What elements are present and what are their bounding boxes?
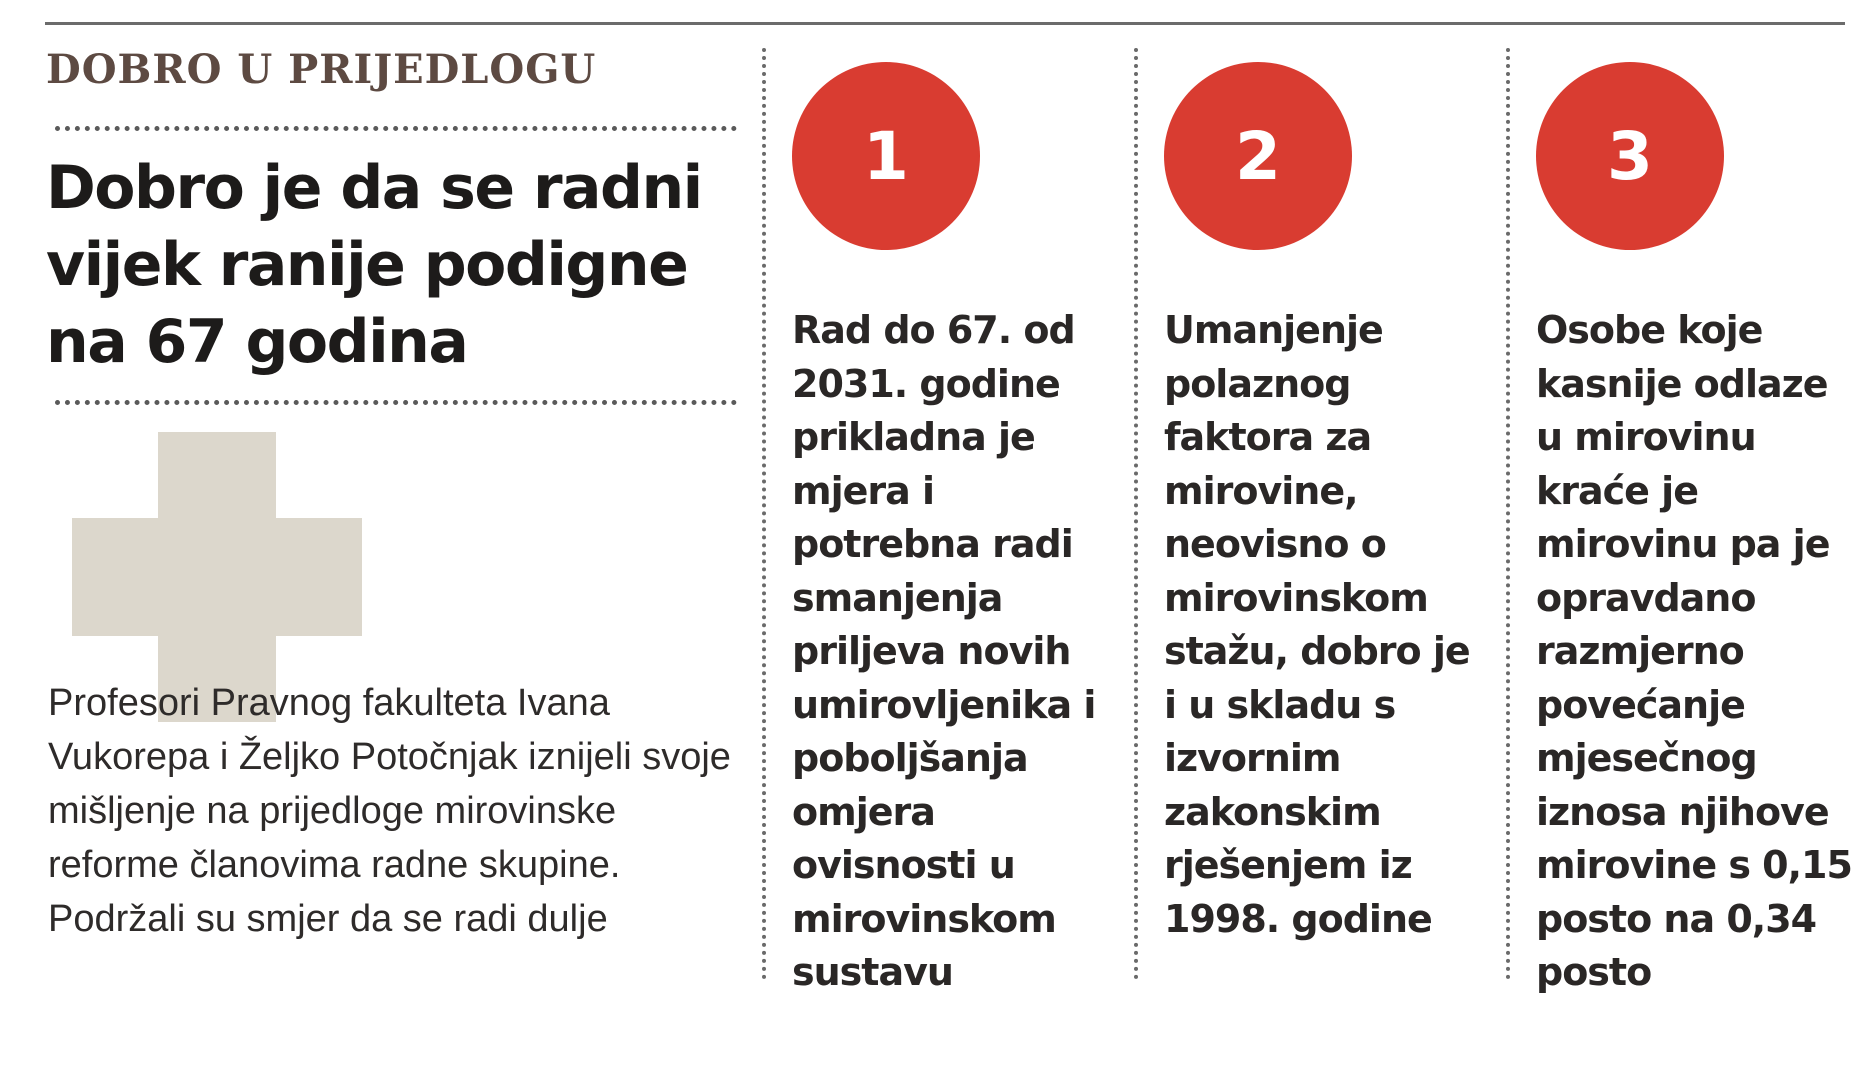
column-separator — [762, 48, 766, 980]
dotted-divider — [55, 400, 737, 405]
number-badge: 3 — [1536, 62, 1724, 250]
point-2 — [1164, 62, 1534, 946]
number-badge: 2 — [1164, 62, 1352, 250]
top-rule — [45, 22, 1845, 25]
dotted-divider — [55, 126, 737, 131]
point-1 — [792, 62, 1162, 1000]
point-3 — [1536, 62, 1868, 1000]
kicker: DOBRO U PRIJEDLOGU — [46, 46, 597, 93]
point-text: Umanjenje polaznog faktora za mirovine, neovisno o mirovinskom stažu, dobro je i u skladu s izvornim zakonskim rješenjem iz 1998. godine — [1164, 308, 1470, 941]
point-text: Rad do 67. od 2031. godine prikladna je mjera i potrebna radi smanjenja priljeva novih umirovljenika i poboljšanja omjera ovisnosti u mirovinskom sustavu — [792, 308, 1096, 994]
intro-text: Profesori Pravnog fakulteta Ivana Vukorepa i Željko Potočnjak iznijeli svoje mišljenje na prijedloge mirovinske reforme članovima radne skupine. Podržali su smjer da se radi dulje — [48, 682, 731, 940]
point-text: Osobe koje kasnije odlaze u mirovinu kraće je mirovinu pa je opravdano razmjerno povećanje mjesečnog iznosa njihove mirovine s 0,15 posto na 0,34 posto — [1536, 308, 1852, 994]
headline: Dobro je da se radni vijek ranije podigne na 67 godina — [46, 153, 702, 377]
number-badge: 1 — [792, 62, 980, 250]
